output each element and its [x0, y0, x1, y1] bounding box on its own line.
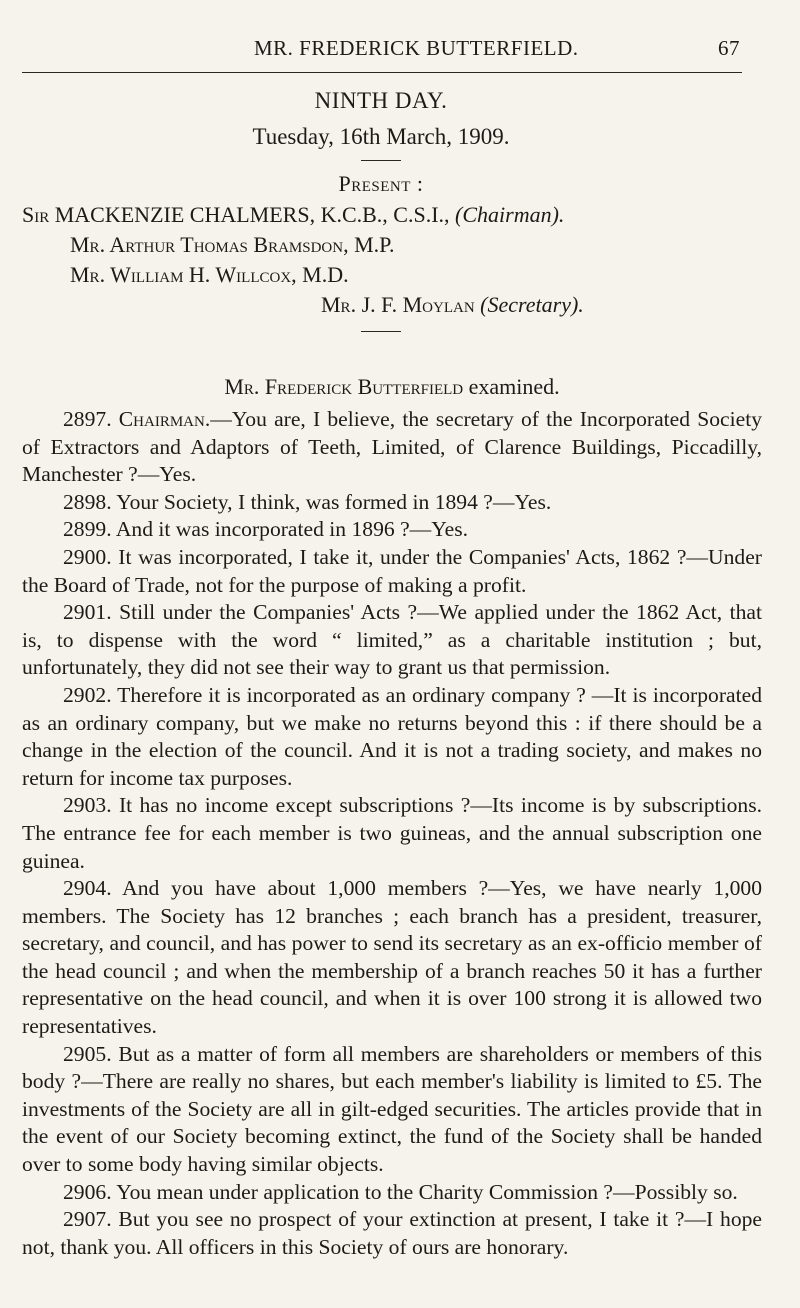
- session-date: Tuesday, 16th March, 1909.: [252, 124, 510, 149]
- question-paragraph: [22, 792, 762, 875]
- session-day: NINTH DAY.: [314, 88, 448, 113]
- question-text: And you have about 1,000 members ?—Yes, we have nearly 1,000 members. The Society has 12 branches ; each branch has a president, treasurer, secretary, and council, and has power to send its secretary as an ex-officio member of the head council ; and when the membership of a branch reaches 50 it has a further representative on the head council, and when it is over 100 strong it is allowed two representatives.: [22, 876, 762, 1039]
- question-text: —You are, I believe, the secretary of the Incorporated Society of Extractors and Adaptors of Teeth, Limited, of Clarence Buildings, Piccadilly, Manchester ?—Yes.: [22, 407, 762, 487]
- member-secretary: [321, 292, 584, 318]
- witness-suffix: examined.: [468, 374, 560, 399]
- member-name: Mr. Arthur Thomas Bramsdon, M.P.: [70, 232, 395, 257]
- question-paragraph: [22, 1179, 762, 1207]
- question-paragraph: [22, 599, 762, 682]
- question-text: Your Society, I think, was formed in 1894 ?—Yes.: [116, 489, 552, 514]
- question-paragraph: [22, 1206, 762, 1261]
- member-name: Mr. William H. Willcox, M.D.: [70, 262, 349, 287]
- question-paragraph: [22, 544, 762, 599]
- question-text: It has no income except subscriptions ?—Its income is by subscriptions. The entrance fee for each member is two guineas, and the annual subscription one guinea.: [22, 793, 762, 873]
- member-name: Mr. J. F. Moylan: [321, 292, 475, 317]
- page-number: 67: [718, 36, 740, 60]
- question-text: But as a matter of form all members are shareholders or members of this body ?—There are really no shares, but each member's liability is limited to £5. The investments of the Society are all in gilt-edged securities. The articles provide that in the event of our Society becoming extinct, the fund of the Society shall be handed over to some body having similar objects.: [22, 1041, 762, 1177]
- witness-heading: [22, 374, 762, 400]
- divider-short: [361, 160, 401, 161]
- member-bramsdon: [70, 232, 394, 258]
- question-paragraph: [22, 406, 762, 489]
- question-paragraph: [22, 489, 762, 517]
- question-text: You mean under application to the Charity Commission ?—Possibly so.: [116, 1179, 738, 1204]
- running-head: [22, 34, 742, 73]
- running-title: MR. FREDERICK BUTTERFIELD.: [254, 36, 579, 60]
- question-paragraph: [22, 516, 762, 544]
- question-text: But you see no prospect of your extinction at present, I take it ?—I hope not, thank you. All officers in this Society of ours are honorary.: [22, 1207, 763, 1259]
- divider-short: [361, 331, 401, 332]
- member-chairman: [22, 202, 564, 228]
- question-number: 2901.: [63, 600, 112, 625]
- question-number: 2907.: [63, 1207, 112, 1232]
- question-text: And it was incorporated in 1896 ?—Yes.: [115, 517, 469, 542]
- question-number: 2897.: [63, 407, 112, 431]
- question-number: 2898.: [63, 489, 112, 514]
- member-willcox: [70, 262, 349, 288]
- question-paragraph: [22, 682, 762, 792]
- question-paragraph: [22, 875, 762, 1041]
- question-number: 2906.: [63, 1179, 112, 1204]
- question-number: 2900.: [63, 544, 112, 569]
- question-text: Therefore it is incorporated as an ordinary company ? —It is incorporated as an ordinary company, but we make no returns beyond this : if there should be a change in the election of the council. And it is not a trading society, and makes no return for income tax purposes.: [22, 682, 762, 790]
- question-text: It was incorporated, I take it, under the Companies' Acts, 1862 ?—Under the Board of Trade, not for the purpose of making a profit.: [22, 544, 762, 597]
- question-number: 2905.: [63, 1041, 112, 1066]
- question-number: 2903.: [63, 793, 112, 818]
- question-paragraph: [22, 1041, 762, 1179]
- member-role: (Chairman).: [455, 202, 565, 227]
- question-text: Still under the Companies' Acts ?—We applied under the 1862 Act, that is, to dispense with the word “ limited,” as a charitable institution ; but, unfortunately, they did not see their way to grant us that permission.: [22, 600, 762, 680]
- question-number: 2904.: [63, 876, 112, 901]
- member-name: Sir MACKENZIE CHALMERS, K.C.B., C.S.I.,: [22, 202, 450, 227]
- question-number: 2899.: [63, 517, 112, 542]
- present-heading: Present :: [338, 171, 424, 196]
- member-role: (Secretary).: [480, 292, 584, 317]
- question-number: 2902.: [63, 682, 112, 707]
- witness-name: Mr. Frederick Butterfield: [224, 374, 464, 399]
- speaker: Chairman.: [118, 407, 211, 431]
- testimony-body: [22, 406, 762, 1261]
